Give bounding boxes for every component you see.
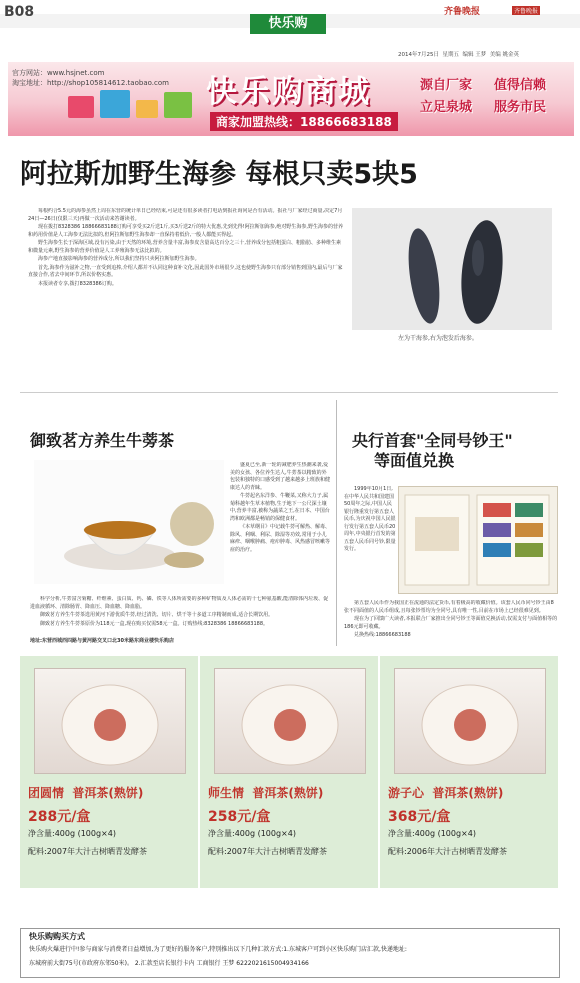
- paragraph: 牛蒡起名东洋参、牛鞭菜,又称大力子,属菊科越年生草本植物,生于地下一公尺深土壤中,营养丰富,被称为蔬菜之王,在日本、中国台湾和欧洲都是畅销的保健食材。: [230, 493, 330, 522]
- product-title: 团圆情: [28, 786, 65, 800]
- seacucumber-headline: 阿拉斯加野生海参 每根只卖5块5: [20, 159, 418, 190]
- purchase-title: 快乐购购买方式: [29, 932, 85, 941]
- section-divider: [20, 392, 558, 393]
- section-title: 快乐购: [250, 14, 326, 34]
- paragraph: 《本草纲目》中记载牛蒡可解热、解毒、除风、利咽、利尿、除湿等功效,常用于小儿麻疹、咽喉肿痛、疮疖肿毒、风热感冒咳嗽等症的治疗。: [230, 524, 330, 553]
- product-title: 师生情: [208, 786, 245, 800]
- banner-hotline: 商家加盟热线：18866683188: [210, 112, 398, 131]
- product-price: 288元/盒: [28, 809, 91, 825]
- paragraph: 盛夏已至,新一轮的减肥养生热潮来袭,爱美的女孩、各位养生达人,牛蒡茶以精致的外包装和独特的口感受到了越来越多上班族和健康达人的青睐。: [230, 462, 330, 491]
- gift-box-icon: [164, 92, 192, 118]
- banknote-headline-2: 等面值兑换: [374, 451, 455, 470]
- product-type: 普洱茶(熟饼): [72, 786, 144, 800]
- product-card[interactable]: [20, 656, 198, 888]
- issue-weekday: 星期五: [442, 52, 460, 58]
- paragraph: 海参产地直接影响海参的营养成分,所以我们坚持只卖阿拉斯加野生海参。: [38, 256, 200, 262]
- product-ingredient: 配料:2007年大汁古树晒青发酵茶: [28, 847, 148, 856]
- tea-body-bottom: [30, 596, 330, 638]
- product-type: 普洱茶(熟饼): [432, 786, 504, 800]
- paragraph: 现在为了回馈广大读者,本报联合厂家推出全同号钞王等面值兑换活动,仅需支付与面值相等的186元即可收藏。: [344, 616, 558, 630]
- product-title: 游子心: [388, 786, 425, 800]
- issue-meta: [398, 50, 519, 58]
- taobao-label: 淘宝地址：: [12, 79, 47, 87]
- product-card[interactable]: [380, 656, 558, 888]
- product-card[interactable]: [200, 656, 378, 888]
- paragraph: 御致茗方养生牛蒡茶选用黄河下游优质牛蒡,经过清洗、切片、烘干等十多道工序精制而成,适合长期饮用。: [40, 612, 274, 618]
- paragraph: 野生海参生长于深海区域,没有污染,由于天然的环境,营养含量丰富,海参皮含量高达百分之三十,营养成分包括粗蛋白、粗脂肪、多种维生素和微量元素,野生海参的营养价值是人工养殖海参无法比拟的。: [28, 240, 341, 254]
- product-name: [208, 784, 323, 801]
- paragraph: 第五套人民币作为我国正在流通的法定货币,有着极高的收藏价值。该套人民币同号钞王由8张不同面值的人民币组成,且每张钞票均为全同号,具有唯一性,目前在市场上已经很难见到。: [344, 600, 554, 614]
- product-spec: 净含量:400g (100g×4): [28, 829, 116, 838]
- seacucumber-photo: [352, 208, 552, 330]
- tea-headline: 御致茗方养生牛蒡茶: [30, 431, 175, 450]
- website-link[interactable]: www.hsjnet.com: [47, 69, 105, 77]
- tea-address: 地址:东营西城西四路与黄河路交叉口北30米路东商业楼快乐购店: [30, 638, 174, 644]
- paper-tag: 齐鲁晚报: [514, 8, 539, 15]
- banner-slogan-3: 立足泉城: [420, 100, 473, 115]
- paragraph: 御致茗方养生牛蒡茶原价为118元一盒,现在购买仅需58元一盒。订购热线:8328386 18866683188。: [40, 620, 269, 627]
- promo-banner: [8, 62, 574, 136]
- tea-gift-box-image: [34, 668, 186, 774]
- paragraph: 每根约合5.5元的海参虽然上周在东营的统计单日已经结束,可是还有很多读者打电话到报社询问是否有活动。报社与厂家经过商量,决定7月24日—26日(仅限三天)再做一次活动来答谢读者。: [28, 208, 343, 222]
- paragraph: 首先,海参作为滋补之物,一直受到追捧,介绍人都并不认同这种食补文化,因此国外市场很少,这也使野生海参只有部分销售到国内,最后与厂家直接合作,省去中间环节,所以价格实惠。: [28, 264, 343, 278]
- banknote-album-photo: [398, 486, 558, 594]
- gift-box-icon: [100, 90, 130, 118]
- website-label: 官方网站：: [12, 69, 47, 77]
- banner-slogan-4: 服务市民: [494, 100, 547, 115]
- issue-date: 2014年7月25日: [398, 52, 439, 58]
- tea-gift-box-image: [394, 668, 546, 774]
- paragraph: 现在拨打8328386 18866683188订购可享受买2斤送1斤,买3斤送2斤的特大优惠,先到先得!阿拉斯加海参,绝对野生海参,野生海参的营养和药用价值是人工海参无法比拟的,但阿拉斯加野生海参却一直保持着低价,一般人都能买得起。: [28, 224, 343, 238]
- banknote-body-left: [344, 486, 396, 598]
- taobao-link[interactable]: http://shop105814612.taobao.com: [47, 79, 169, 87]
- banknote-body-bottom: [344, 600, 558, 646]
- purchase-info-box: [20, 928, 560, 978]
- product-name: [28, 784, 143, 801]
- product-spec: 净含量:400g (100g×4): [388, 829, 476, 838]
- purchase-line-1: 快乐购火爆进行中!参与商家与消费者日益增加,为了更好的服务客户,特别推出以下几种汇款方式:1.东城客户可到小区快乐购门店汇款,快递地址:: [29, 946, 407, 953]
- tea-cup-illustration: [34, 460, 224, 584]
- paragraph: 兑换热线:18866683188: [354, 632, 411, 638]
- paper-logo: 齐鲁晚报: [444, 7, 481, 17]
- banner-slogan-1: 源自厂家: [420, 78, 473, 93]
- column-divider: [336, 400, 337, 646]
- seacucumber-body: [28, 208, 344, 384]
- tea-body-right: [230, 462, 330, 586]
- seacucumber-caption: 左为干海参,右为泡发后海参。: [398, 335, 478, 342]
- issue-designer: 美编 姚金英: [489, 52, 520, 58]
- banknote-album-illustration: [399, 487, 557, 593]
- gift-box-icon: [68, 96, 94, 118]
- issue-editor: 编辑 王梦: [462, 52, 487, 58]
- gift-box-icon: [136, 100, 158, 118]
- seacucumber-illustration: [352, 208, 552, 330]
- product-price: 368元/盒: [388, 809, 451, 825]
- product-type: 普洱茶(熟饼): [252, 786, 324, 800]
- product-spec: 净含量:400g (100g×4): [208, 829, 296, 838]
- banknote-headline-1: 央行首套"全同号钞王": [352, 431, 513, 450]
- paragraph: 1999年10月1日,在中华人民共和国建国50周年之际,中国人民银行隆重发行第五套人民币,为庆祝中国人民银行发行第五套人民币20周年,中央银行首发的第五套人民币同号钞,限量发行。: [344, 486, 396, 552]
- purchase-line-2: 东城府前大街75号(市政府东邻50米)。 2.汇款至店长银行卡内 工商银行 王梦 6222021615004934166: [29, 960, 309, 967]
- product-price: 258元/盒: [208, 809, 271, 825]
- product-name: [388, 784, 503, 801]
- paragraph: 本报读者专享,拨打8328386订购。: [38, 280, 117, 287]
- product-ingredient: 配料:2007年大汁古树晒青发酵茶: [208, 847, 328, 856]
- banner-slogan-2: 值得信赖: [494, 78, 547, 93]
- paragraph: 科学分析,牛蒡富含菊糖、纤维素、蛋白质、钙、磷、铁等人体所需要的多种矿物质及人体必需的十七种氨基酸,能清除体内垃圾、促进血液循环、清除肠胃、降血压、降血糖、降血脂。: [30, 596, 329, 610]
- product-ingredient: 配料:2006年大汁古树晒青发酵茶: [388, 847, 508, 856]
- banner-title: 快乐购商城: [206, 74, 371, 110]
- tea-photo: [34, 460, 224, 584]
- tea-gift-box-image: [214, 668, 366, 774]
- banner-links: [12, 68, 169, 88]
- page-number: B08: [4, 4, 35, 20]
